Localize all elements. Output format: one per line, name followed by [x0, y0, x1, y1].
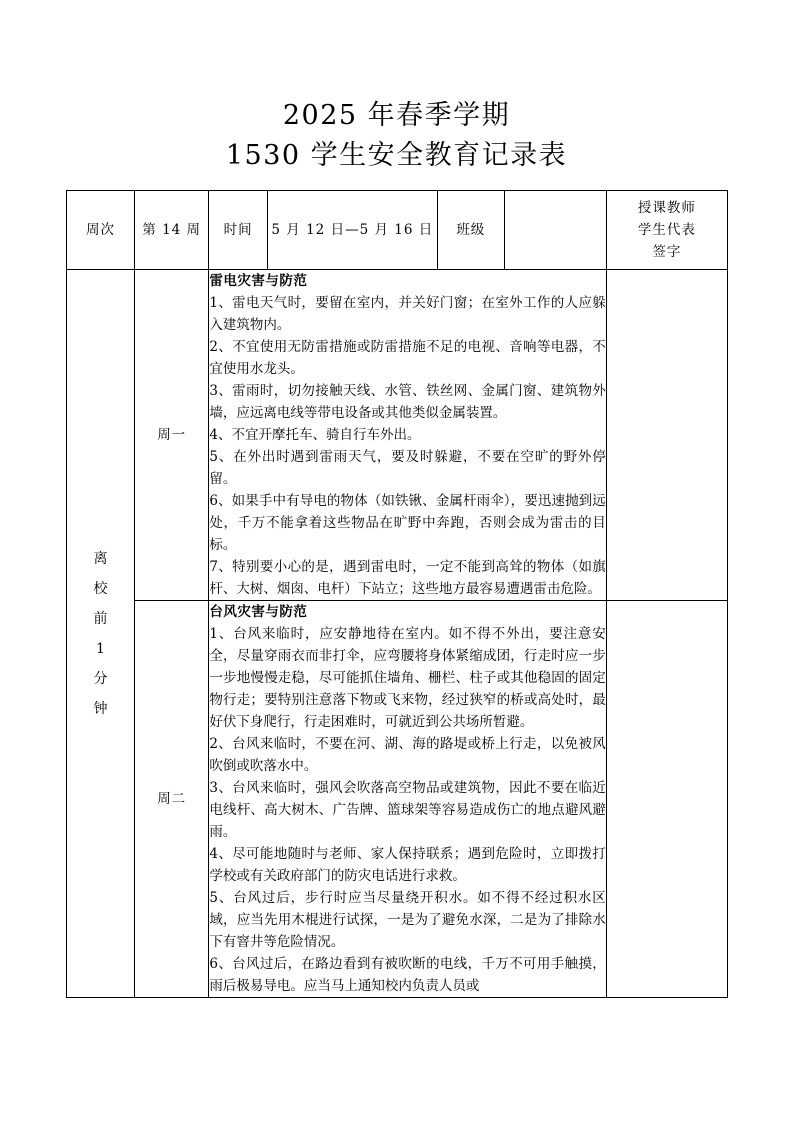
section-item: 5、台风过后，步行时应当尽量绕开积水。如不得不经过积水区域，应当先用木棍进行试探，一是为了避免水深，二是为了排除水下有窨井等危险情况。	[209, 890, 606, 950]
side-label-stack	[67, 544, 134, 724]
header-class-value[interactable]	[504, 191, 606, 270]
section-title-typhoon: 台风灾害与防范	[209, 604, 308, 620]
header-time-label: 时间	[209, 191, 267, 270]
signature-cell-monday[interactable]	[606, 270, 727, 601]
section-item: 1、雷电天气时，要留在室内，并关好门窗；在室外工作的人应躲入建筑物内。	[209, 295, 606, 333]
header-signature-line-3: 签字	[652, 244, 682, 260]
signature-cell-tuesday[interactable]	[606, 601, 727, 998]
table-row	[67, 270, 728, 601]
header-class-label: 班级	[437, 191, 504, 270]
page-title-line-2: 1530 学生安全教育记录表	[225, 140, 568, 171]
header-week-value: 第 14 周	[135, 191, 209, 270]
row-day-tuesday: 周二	[135, 601, 209, 998]
side-label-char: 校	[93, 580, 108, 597]
side-label-char: 离	[93, 550, 108, 567]
page-title-line-1: 2025 年春季学期	[282, 100, 511, 131]
section-item: 3、台风来临时，强风会吹落高空物品或建筑物，因此不要在临近电线杆、高大树木、广告牌、篮球架等容易造成伤亡的地点避风避雨。	[209, 780, 606, 840]
section-item: 4、不宜开摩托车、骑自行车外出。	[209, 427, 421, 443]
header-time-value: 5 月 12 日—5 月 16 日	[267, 191, 437, 270]
section-item: 3、雷雨时，切勿接触天线、水管、铁丝网、金属门窗、建筑物外墙，应远离电线等带电设备或其他类似金属装置。	[209, 383, 606, 421]
table-header-row	[67, 191, 728, 270]
section-item: 6、如果手中有导电的物体（如铁锹、金属杆雨伞），要迅速抛到远处，千万不能拿着这些物品在旷野中奔跑，否则会成为雷击的目标。	[209, 493, 606, 553]
section-item: 4、尽可能地随时与老师、家人保持联系；遇到危险时，立即拨打学校或有关政府部门的防灾电话进行求救。	[209, 846, 606, 884]
side-label-leave-school-one-minute	[67, 270, 135, 998]
section-title-lightning: 雷电灾害与防范	[209, 273, 308, 289]
side-label-char: 分	[93, 670, 108, 687]
safety-education-record-table	[66, 190, 728, 998]
side-label-char: 钟	[93, 700, 108, 717]
row-content-monday	[209, 270, 606, 601]
row-day-monday: 周一	[135, 270, 209, 601]
row-content-tuesday	[209, 601, 606, 998]
section-item: 6、台风过后，在路边看到有被吹断的电线，千万不可用手触摸，雨后极易导电。应当马上通知校内负责人员或	[209, 956, 606, 994]
table-row	[67, 601, 728, 998]
header-signature-line-2: 学生代表	[637, 222, 696, 238]
side-label-char: 前	[93, 610, 108, 627]
section-item: 2、台风来临时，不要在河、湖、海的路堤或桥上行走，以免被风吹倒或吹落水中。	[209, 736, 606, 774]
header-week-label: 周次	[67, 191, 135, 270]
section-item: 2、不宜使用无防雷措施或防雷措施不足的电视、音响等电器，不宜使用水龙头。	[209, 339, 606, 377]
header-signature-label	[606, 191, 727, 270]
section-item: 7、特别要小心的是，遇到雷电时，一定不能到高耸的物体（如旗杆、大树、烟囱、电杆）下站立；这些地方最容易遭遇雷击危险。	[209, 559, 606, 597]
side-label-char: 1	[96, 640, 105, 657]
document-title-block	[0, 96, 793, 176]
header-signature-line-1: 授课教师	[637, 200, 696, 216]
section-item: 5、在外出时遇到雷雨天气，要及时躲避，不要在空旷的野外停留。	[209, 449, 606, 487]
section-item: 1、台风来临时，应安静地待在室内。如不得不外出，要注意安全，尽量穿雨衣而非打伞，应弯腰将身体紧缩成团，行走时应一步一步地慢慢走稳，尽可能抓住墙角、栅栏、柱子或其他稳固的固定物行走；要特别注意落下物或飞来物，经过狭窄的桥或高处时，最好伏下身爬行，行走困难时，可就近到公共场所暂避。	[209, 626, 606, 730]
